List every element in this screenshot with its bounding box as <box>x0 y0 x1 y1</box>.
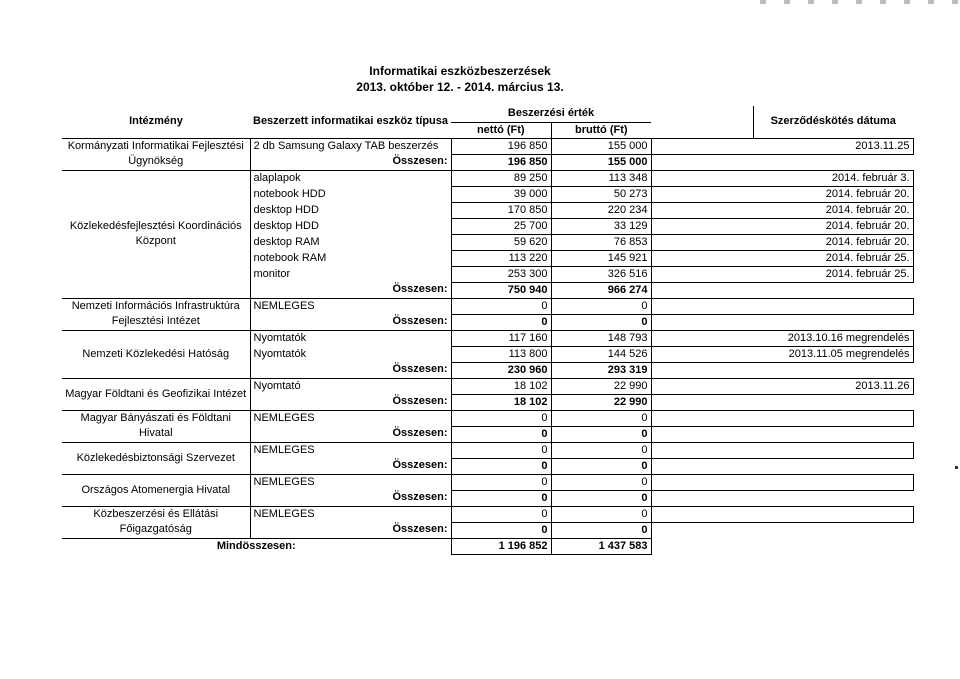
table-row <box>62 298 913 314</box>
header-item-type: Beszerzett informatikai eszköz típusa <box>253 115 449 128</box>
subtotal-label: Összesen: <box>250 282 451 298</box>
item-type: NEMLEGES <box>250 506 451 522</box>
table-row <box>62 442 913 458</box>
subtotal-gross: 0 <box>551 490 651 506</box>
subtotal-gross: 0 <box>551 314 651 330</box>
gross-value: 0 <box>551 410 651 426</box>
net-value: 113 220 <box>451 250 551 266</box>
item-type: notebook RAM <box>250 250 451 266</box>
subtotal-label: Összesen: <box>250 362 451 378</box>
subtotal-gross: 293 319 <box>551 362 651 378</box>
item-type: notebook HDD <box>250 186 451 202</box>
header-gross: bruttó (Ft) <box>575 123 628 136</box>
gross-value: 0 <box>551 474 651 490</box>
subtotal-gross: 155 000 <box>551 154 651 170</box>
document-title: Informatikai eszközbeszerzések <box>369 64 551 78</box>
subtotal-date-empty <box>651 282 913 298</box>
header-net: nettó (Ft) <box>451 122 551 138</box>
subtotal-date-empty <box>651 314 913 330</box>
net-value: 89 250 <box>451 170 551 186</box>
subtotal-net: 18 102 <box>451 394 551 410</box>
item-type: NEMLEGES <box>250 410 451 426</box>
item-type: desktop HDD <box>250 218 451 234</box>
subtotal-date-empty <box>651 490 913 506</box>
subtotal-label: Összesen: <box>250 314 451 330</box>
net-value: 253 300 <box>451 266 551 282</box>
item-type: desktop HDD <box>250 202 451 218</box>
subtotal-gross: 0 <box>551 522 651 538</box>
subtotal-net: 196 850 <box>451 154 551 170</box>
subtotal-date-empty <box>651 426 913 442</box>
gross-value: 155 000 <box>551 138 651 154</box>
table-row <box>62 330 913 346</box>
contract-date: 2014. február 20. <box>651 218 913 234</box>
gross-value: 220 234 <box>551 202 651 218</box>
item-type: desktop RAM <box>250 234 451 250</box>
net-value: 0 <box>451 410 551 426</box>
table-row <box>62 170 913 186</box>
gross-value: 76 853 <box>551 234 651 250</box>
contract-date <box>651 506 913 522</box>
subtotal-gross: 0 <box>551 458 651 474</box>
header-contract-date: Szerződéskötés dátuma <box>770 115 896 128</box>
net-value: 39 000 <box>451 186 551 202</box>
net-value: 196 850 <box>451 138 551 154</box>
gross-value: 113 348 <box>551 170 651 186</box>
institution-name: Közlekedésbiztonsági Szervezet <box>62 442 250 474</box>
gross-value: 0 <box>551 442 651 458</box>
gross-value: 0 <box>551 298 651 314</box>
subtotal-label: Összesen: <box>250 490 451 506</box>
subtotal-net: 0 <box>451 314 551 330</box>
subtotal-label: Összesen: <box>250 522 451 538</box>
grand-total-gross: 1 437 583 <box>551 538 651 554</box>
contract-date: 2014. február 25. <box>651 266 913 282</box>
contract-date: 2013.11.26 <box>651 378 913 394</box>
subtotal-net: 0 <box>451 522 551 538</box>
gross-value: 326 516 <box>551 266 651 282</box>
contract-date: 2014. február 20. <box>651 186 913 202</box>
subtotal-label: Összesen: <box>250 394 451 410</box>
table-row <box>62 506 913 522</box>
net-value: 113 800 <box>451 346 551 362</box>
net-value: 25 700 <box>451 218 551 234</box>
contract-date <box>651 298 913 314</box>
gross-value: 148 793 <box>551 330 651 346</box>
grand-total-net: 1 196 852 <box>451 538 551 554</box>
contract-date: 2014. február 25. <box>651 250 913 266</box>
net-value: 0 <box>451 506 551 522</box>
table-row <box>62 410 913 426</box>
subtotal-gross: 0 <box>551 426 651 442</box>
subtotal-date-empty <box>651 458 913 474</box>
item-type: Nyomtató <box>250 378 451 394</box>
contract-date <box>651 474 913 490</box>
institution-name: Magyar Bányászati és Földtani Hivatal <box>62 410 250 442</box>
net-value: 0 <box>451 442 551 458</box>
gross-value: 22 990 <box>551 378 651 394</box>
subtotal-net: 230 960 <box>451 362 551 378</box>
contract-date: 2014. február 20. <box>651 234 913 250</box>
item-type: 2 db Samsung Galaxy TAB beszerzés <box>250 138 451 154</box>
subtotal-date-empty <box>651 394 913 410</box>
gross-value: 33 129 <box>551 218 651 234</box>
contract-date: 2014. február 20. <box>651 202 913 218</box>
subtotal-date-empty <box>651 522 913 538</box>
subtotal-label: Összesen: <box>250 458 451 474</box>
gross-value: 0 <box>551 506 651 522</box>
contract-date: 2013.11.25 <box>651 138 913 154</box>
item-type: alaplapok <box>250 170 451 186</box>
subtotal-net: 0 <box>451 458 551 474</box>
header-institution: Intézmény <box>129 115 183 128</box>
institution-name: Közbeszerzési és Ellátási Főigazgatóság <box>62 506 250 538</box>
net-value: 18 102 <box>451 378 551 394</box>
institution-name: Kormányzati Informatikai Fejlesztési Ügynökség <box>62 138 250 170</box>
institution-name: Nemzeti Információs Infrastruktúra Fejlesztési Intézet <box>62 298 250 330</box>
table-row <box>62 138 913 154</box>
subtotal-net: 0 <box>451 426 551 442</box>
institution-name: Nemzeti Közlekedési Hatóság <box>62 330 250 378</box>
subtotal-gross: 22 990 <box>551 394 651 410</box>
item-type: Nyomtatók <box>250 346 451 362</box>
table-row <box>62 378 913 394</box>
item-type: NEMLEGES <box>250 298 451 314</box>
grand-total-label: Mindösszesen: <box>62 538 451 554</box>
institution-name: Közlekedésfejlesztési Koordinációs Központ <box>62 170 250 298</box>
net-value: 0 <box>451 474 551 490</box>
gross-value: 145 921 <box>551 250 651 266</box>
subtotal-gross: 966 274 <box>551 282 651 298</box>
item-type: monitor <box>250 266 451 282</box>
item-type: Nyomtatók <box>250 330 451 346</box>
institution-name: Magyar Földtani és Geofizikai Intézet <box>62 378 250 410</box>
table-body <box>62 138 913 554</box>
subtotal-net: 750 940 <box>451 282 551 298</box>
subtotal-net: 0 <box>451 490 551 506</box>
table-row <box>62 474 913 490</box>
scan-artifact <box>760 0 960 4</box>
contract-date <box>651 410 913 426</box>
net-value: 0 <box>451 298 551 314</box>
contract-date: 2013.11.05 megrendelés <box>651 346 913 362</box>
gross-value: 50 273 <box>551 186 651 202</box>
document-period: 2013. október 12. - 2014. március 13. <box>356 80 564 94</box>
subtotal-label: Összesen: <box>250 426 451 442</box>
item-type: NEMLEGES <box>250 474 451 490</box>
institution-name: Országos Atomenergia Hivatal <box>62 474 250 506</box>
contract-date: 2014. február 3. <box>651 170 913 186</box>
grand-total-empty <box>651 538 913 554</box>
subtotal-label: Összesen: <box>250 154 451 170</box>
scan-speck <box>955 466 958 469</box>
procurement-table <box>62 106 914 555</box>
subtotal-date-empty <box>651 154 913 170</box>
net-value: 59 620 <box>451 234 551 250</box>
contract-date <box>651 442 913 458</box>
gross-value: 144 526 <box>551 346 651 362</box>
net-value: 117 160 <box>451 330 551 346</box>
subtotal-date-empty <box>651 362 913 378</box>
net-value: 170 850 <box>451 202 551 218</box>
grand-total-row <box>62 538 913 554</box>
header-value-group: Beszerzési érték <box>451 106 651 122</box>
item-type: NEMLEGES <box>250 442 451 458</box>
contract-date: 2013.10.16 megrendelés <box>651 330 913 346</box>
